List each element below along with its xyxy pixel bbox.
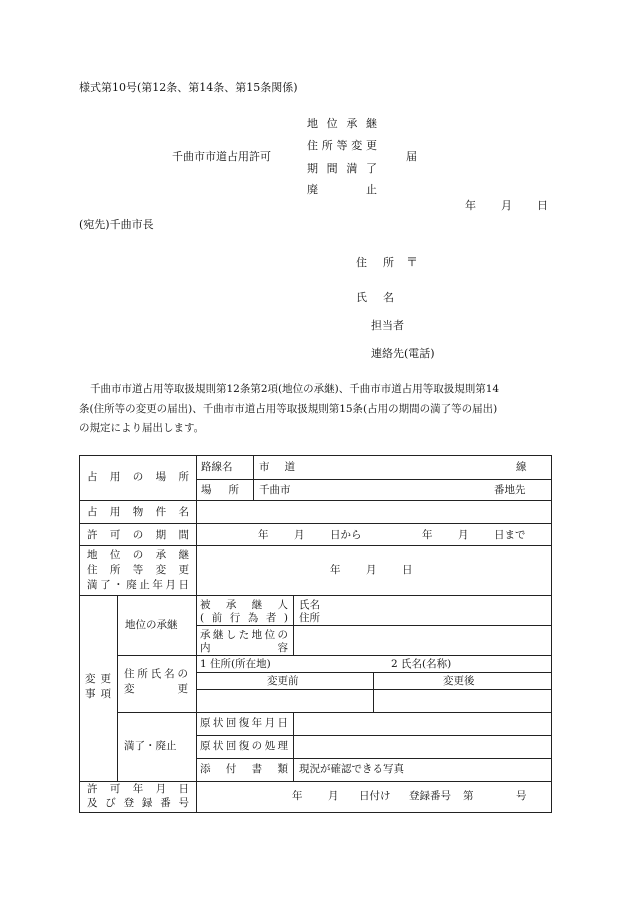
table-border-left	[79, 455, 80, 813]
route-prefix: 市道	[259, 461, 295, 473]
registration-label: 登録番号	[409, 790, 451, 802]
period-from-year: 年	[258, 529, 269, 541]
row-line	[196, 625, 552, 626]
addressee: (宛先)千曲市長	[79, 218, 154, 231]
predecessor-name-label: 氏名	[299, 599, 320, 611]
title-suffix: 届	[406, 150, 417, 163]
event-date-day: 日	[402, 564, 413, 576]
before-label: 変更前	[267, 675, 299, 687]
postal-mark: 〒	[406, 255, 419, 269]
contact-person-label: 担当者	[371, 319, 404, 332]
attachments-value: 現況が確認できる写真	[299, 763, 404, 775]
event-date-year: 年	[330, 564, 341, 576]
title-option-abolition: 廃止	[307, 183, 377, 196]
table-border-right	[551, 455, 552, 813]
table-border-bottom	[79, 812, 552, 813]
permit-label-line1: 許可年月日	[87, 783, 189, 795]
object-input[interactable]	[204, 507, 544, 519]
place-label: 場所	[201, 484, 239, 496]
address-name-label-line1: 住所氏名の	[124, 668, 188, 680]
period-to-month: 月	[458, 529, 469, 541]
predecessor-label-line2: (前行為者)	[200, 612, 288, 624]
table-border-top	[79, 455, 552, 456]
changes-label-line2: 事項	[85, 688, 111, 700]
expiry-label: 満了・廃止	[124, 740, 177, 752]
number-suffix: 号	[516, 790, 527, 802]
period-from-day: 日から	[330, 529, 362, 541]
row-line	[196, 758, 552, 759]
succession-label: 地位の承継	[125, 619, 178, 631]
form-table	[79, 455, 552, 813]
col-line	[253, 455, 254, 500]
period-from-month: 月	[294, 529, 305, 541]
col-line	[117, 595, 118, 781]
restore-date-label: 原状回復年月日	[200, 717, 288, 729]
name-label: 氏名	[356, 291, 394, 304]
row-line	[196, 672, 552, 673]
period-to-year: 年	[422, 529, 433, 541]
event-date-label-line1: 地位の承継	[87, 549, 189, 561]
period-label: 許可の期間	[87, 529, 189, 541]
option-address: 1 住所(所在地)	[200, 658, 271, 670]
date-month: 月	[501, 199, 512, 212]
row-line	[79, 500, 552, 501]
predecessor-label-line1: 被承継人	[200, 599, 288, 611]
permit-month: 月	[328, 790, 339, 802]
form-number: 様式第10号(第12条、第14条、第15条関係)	[79, 81, 298, 94]
body-line-1: 千曲市市道占用等取扱規則第12条第2項(地位の承継)、千曲市市道占用等取扱規則第14	[90, 383, 500, 395]
period-to-day: 日まで	[494, 529, 526, 541]
event-date-month: 月	[366, 564, 377, 576]
place-suffix: 番地先	[494, 484, 526, 496]
object-label: 占用物件名	[87, 506, 189, 518]
phone-label: 連絡先(電話)	[371, 347, 435, 360]
event-date-label-line2: 住所等変更	[87, 564, 189, 576]
title-prefix: 千曲市市道占用許可	[172, 150, 271, 163]
col-line	[196, 455, 197, 813]
row-line	[196, 689, 552, 690]
col-line	[373, 672, 374, 712]
permit-date-suffix: 日付け	[359, 790, 391, 802]
body-line-2: 条(住所等の変更の届出)、千曲市市道占用等取扱規則第15条(占用の期間の満了等の届出)	[79, 403, 498, 415]
date-year: 年	[465, 199, 476, 212]
succession-content-line1: 承継した地位の	[200, 629, 288, 641]
row-line	[196, 479, 552, 480]
row-line	[79, 781, 552, 782]
route-label: 路線名	[201, 461, 233, 473]
predecessor-address-label: 住所	[299, 612, 320, 624]
title-option-expiry: 期間満了	[307, 162, 377, 175]
row-line	[117, 712, 552, 713]
option-name: 2 氏名(名称)	[391, 658, 452, 670]
after-label: 変更後	[443, 675, 475, 687]
row-line	[79, 523, 552, 524]
route-suffix: 線	[516, 461, 527, 473]
col-line	[293, 595, 294, 655]
title-option-address-change: 住所等変更	[307, 139, 377, 152]
row-line	[117, 655, 552, 656]
changes-label-line1: 変更	[85, 673, 111, 685]
address-name-label-line2: 変更	[124, 683, 188, 695]
address-label: 住所	[356, 256, 394, 269]
row-line	[79, 595, 552, 596]
restore-method-label: 原状回復の処理	[200, 740, 288, 752]
place-city: 千曲市	[259, 484, 291, 496]
date-day: 日	[537, 199, 548, 212]
body-line-3: の規定により届出します。	[79, 422, 205, 434]
succession-content-line2: 内容	[200, 642, 288, 654]
event-date-label-line3: 満了・廃止年月日	[87, 579, 189, 591]
permit-label-line2: 及び登録番号	[87, 797, 189, 809]
permit-year: 年	[292, 790, 303, 802]
number-prefix: 第	[463, 790, 474, 802]
attachments-label: 添付書類	[200, 763, 288, 775]
col-line	[293, 712, 294, 781]
location-label: 占用の場所	[87, 471, 189, 483]
row-line	[79, 545, 552, 546]
row-line	[196, 735, 552, 736]
title-option-succession: 地位承継	[307, 117, 377, 130]
